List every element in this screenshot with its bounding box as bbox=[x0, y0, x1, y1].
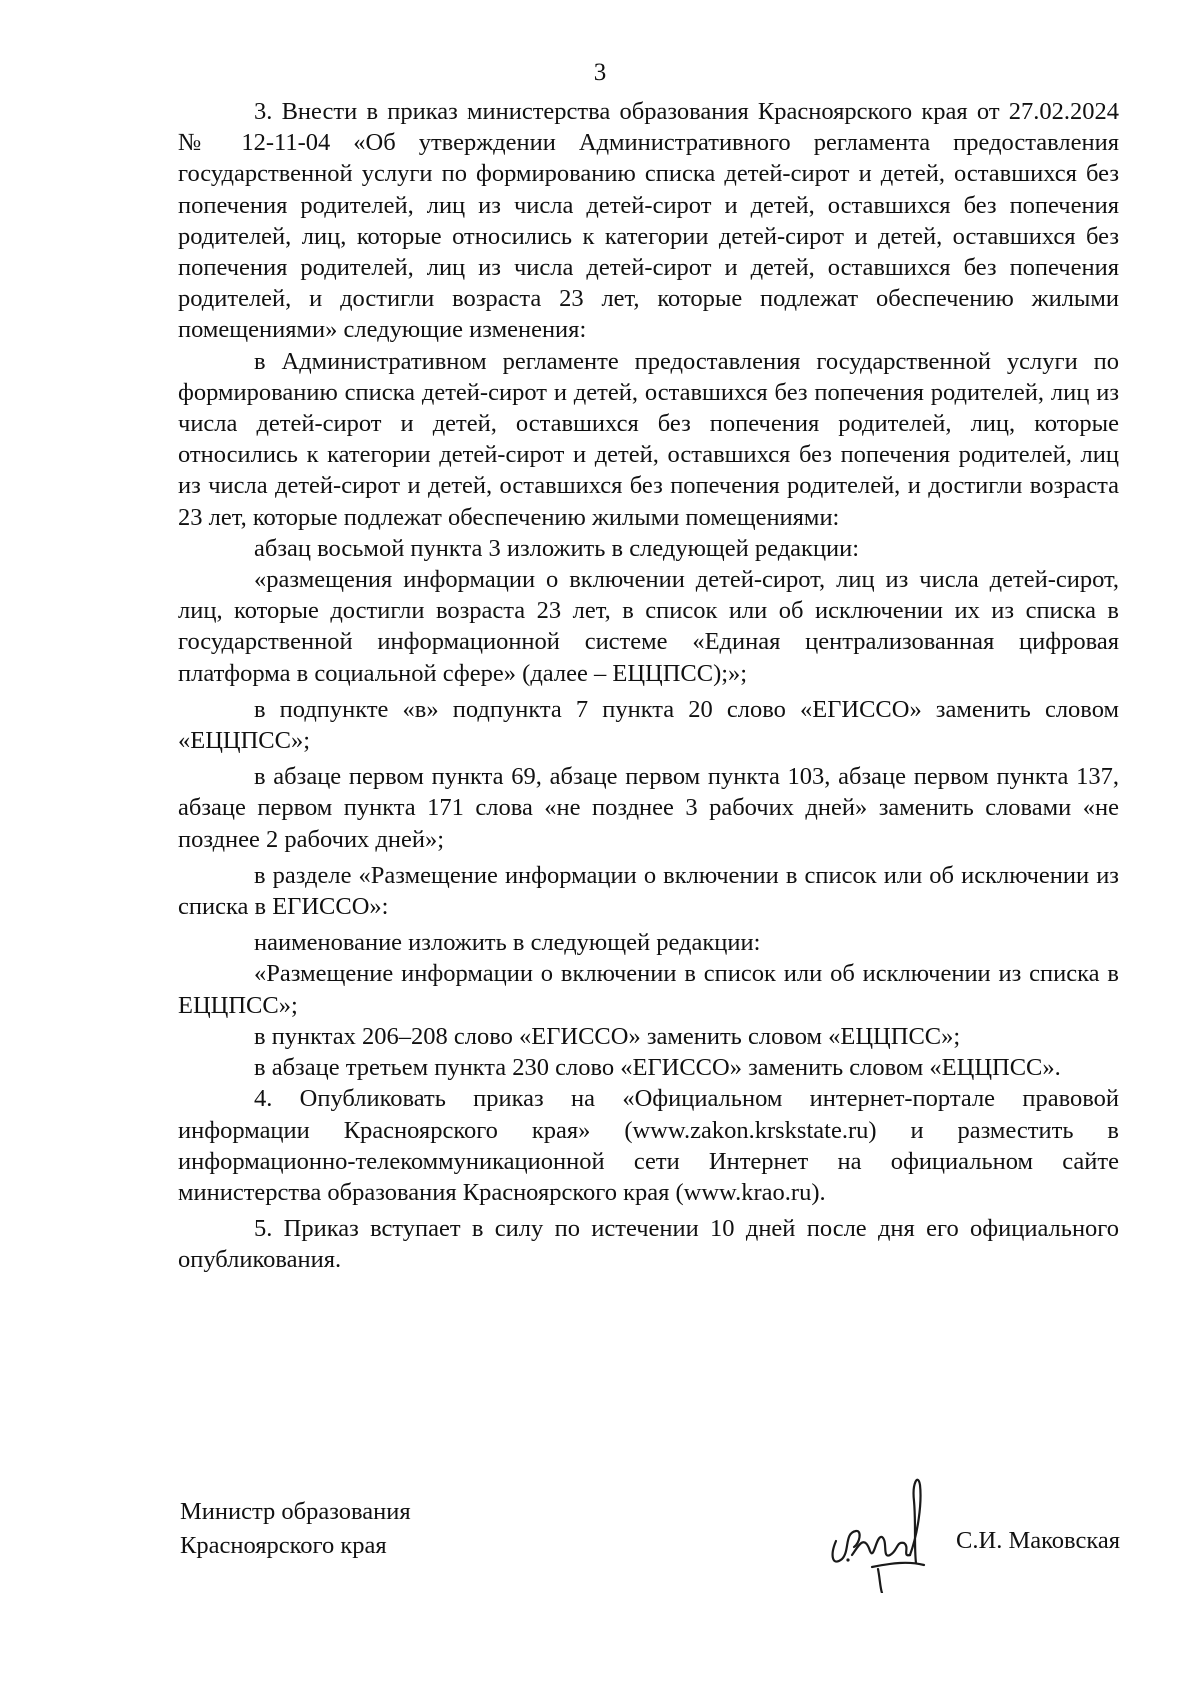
paragraph-section-title-text: «Размещение информации о включении в список или об исключении из списка в ЕЦЦПСС»; bbox=[178, 960, 1119, 1019]
page-number: 3 bbox=[593, 59, 607, 86]
paragraph-item-3: 3. Внести в приказ министерства образования Красноярского края от 27.02.2024 № 12-11-04 «Об утверждении Административного регламента предоставления государственной услуги по формированию списка детей-сирот и детей, оставшихся без попечения родителей, лиц из числа детей-сирот и детей, оставшихся без попечения родителей, лиц, которые относились к категории детей-сирот и детей, оставшихся без попечения родителей, лиц из числа детей-сирот и детей, оставшихся без попечения родителей, и достигли возраста 23 лет, которые подлежат обеспечению жилыми помещениями» следующие изменения: bbox=[178, 98, 1119, 344]
signer-position-line-1: Министр образования bbox=[180, 1498, 411, 1525]
paragraph-subclause-20: в подпункте «в» подпункта 7 пункта 20 слово «ЕГИССО» заменить словом «ЕЦЦПСС»; bbox=[178, 695, 1119, 755]
paragraph-item-230: в абзаце третьем пункта 230 слово «ЕГИССО» заменить словом «ЕЦЦПСС». bbox=[254, 1054, 1061, 1082]
paragraph-item-4: 4. Опубликовать приказ на «Официальном интернет-портале правовой информации Красноярского края» (www.zakon.krskstate.ru) и разместить в информационно-телекоммуникационной сети Интернет на официальном сайте министерства образования Красноярского края (www.krao.ru). bbox=[178, 1085, 1119, 1206]
paragraph-section-title: наименование изложить в следующей редакции: bbox=[254, 929, 761, 957]
signer-position-line-2: Красноярского края bbox=[180, 1532, 387, 1559]
signature-block bbox=[180, 1495, 1120, 1615]
paragraph-section: в разделе «Размещение информации о включении в список или об исключении из списка в ЕГИССО»: bbox=[178, 861, 1119, 921]
document-body bbox=[178, 96, 1119, 1276]
paragraph-deadlines: в абзаце первом пункта 69, абзаце первом пункта 103, абзаце первом пункта 137, абзаце первом пункта 171 слова «не позднее 3 рабочих дней» заменить словами «не позднее 2 рабочих дней»; bbox=[178, 763, 1119, 853]
paragraph-items-206-208: в пунктах 206–208 слово «ЕГИССО» заменить словом «ЕЦЦПСС»; bbox=[254, 1022, 961, 1050]
signer-name: С.И. Маковская bbox=[956, 1527, 1120, 1554]
paragraph-amendment-intro: в Административном регламенте предоставления государственной услуги по формированию списка детей-сирот и детей, оставшихся без попечения родителей, лиц из числа детей-сирот и детей, оставшихся без попечения родителей, лиц, которые относились к категории детей-сирот и детей, оставшихся без попечения родителей, лиц из числа детей-сирот и детей, оставшихся без попечения родителей, и достигли возраста 23 лет, которые подлежат обеспечению жилыми помещениями: bbox=[178, 347, 1119, 531]
paragraph-item-5: 5. Приказ вступает в силу по истечении 10 дней после дня его официального опубликования. bbox=[178, 1215, 1119, 1274]
signer-position bbox=[180, 1495, 411, 1563]
paragraph-clause-8: абзац восьмой пункта 3 изложить в следующей редакции: bbox=[254, 534, 860, 562]
handwritten-signature bbox=[822, 1463, 942, 1593]
paragraph-clause-8-text: «размещения информации о включении детей-сирот, лиц из числа детей-сирот, лиц, которые достигли возраста 23 лет, в список или об исключении их из списка в государственной информационной системе «Единая централизованная цифровая платформа в социальной сфере» (далее – ЕЦЦПСС);»; bbox=[178, 566, 1119, 687]
